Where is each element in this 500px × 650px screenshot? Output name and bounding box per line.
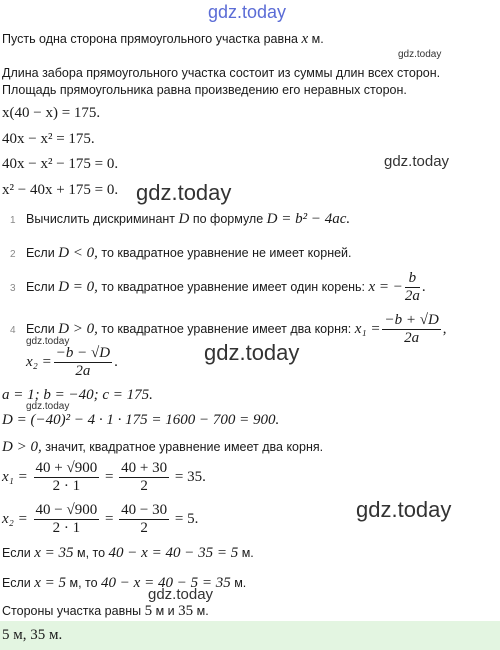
coefficients: a = 1; b = −40; c = 175. <box>2 387 153 403</box>
watermark-large-2: gdz.today <box>204 340 300 365</box>
answer-box <box>0 621 500 650</box>
watermark-small-2: gdz.today <box>26 336 70 347</box>
check-1: Если x = 35 м, то 40 − x = 40 − 35 = 5 м. <box>2 545 254 561</box>
watermark-small-1: gdz.today <box>398 49 442 60</box>
discriminant: D = (−40)² − 4 · 1 · 175 = 1600 − 700 = 900. <box>2 412 280 428</box>
step-4-x1-fraction: $\frac{-b + √D}{2a}$ <box>384 312 439 347</box>
watermark-top: gdz.today <box>208 2 287 22</box>
intro-line-3: Площадь прямоугольника равна произведению его неравных сторон. <box>2 83 407 97</box>
root-x2-fraction-2: $\frac{40 - 30}{2}$ <box>121 502 168 537</box>
watermark-large-1: gdz.today <box>136 180 232 205</box>
root-x1-fraction-2: $\frac{40 + 30}{2}$ <box>121 460 168 495</box>
step-3-number: 3 <box>10 283 16 295</box>
answer-text: 5 м, 35 м. <box>2 627 63 643</box>
step-1: 1 Вычислить дискриминант D по формуле D = b² − 4ac. <box>10 211 351 227</box>
intro-line-1: Пусть одна сторона прямоугольного участка равна x м. <box>2 31 324 47</box>
equation-4: x² − 40x + 175 = 0. <box>2 182 119 198</box>
watermark-medium-1: gdz.today <box>384 153 450 170</box>
intro-line-2: Длина забора прямоугольного участка состоит из суммы длин всех сторон. <box>2 66 441 80</box>
equation-2: 40x − x² = 175. <box>2 131 95 147</box>
watermark-medium-2: gdz.today <box>148 586 214 603</box>
root-x2: x₂ = $\frac{40 - √900}{2 \cdot 1}$ = $\frac{40 - 30}{2}$ = 5. <box>2 502 199 537</box>
check-2: Если x = 5 м, то 40 − x = 40 − 5 = 35 м. <box>2 575 247 591</box>
step-4-x2: x₂ = $\frac{-b - √D}{2a}$ . <box>26 345 118 380</box>
sides-conclusion: Стороны участка равны 5 м и 35 м. <box>2 603 209 619</box>
equation-3: 40x − x² − 175 = 0. <box>2 156 119 172</box>
step-4-x2-fraction: $\frac{-b - √D}{2a}$ <box>55 345 111 380</box>
watermark-small-3: gdz.today <box>26 401 70 412</box>
root-x1: x₁ = $\frac{40 + √900}{2 \cdot 1}$ = $\frac{40 + 30}{2}$ = 35. <box>2 460 206 495</box>
step-3-fraction: $\frac{b}{2a}$ <box>404 270 420 305</box>
watermark-large-3: gdz.today <box>356 497 452 522</box>
step-1-number: 1 <box>10 215 16 226</box>
root-x1-fraction-1: $\frac{40 + √900}{2 \cdot 1}$ <box>35 460 98 495</box>
step-4-number: 4 <box>10 325 16 337</box>
step-3: 3 Если D = 0, то квадратное уравнение имеет один корень: x = − $\frac{b}{2a}$ . <box>10 270 426 305</box>
step-2: 2 Если D < 0, то квадратное уравнение не имеет корней. <box>10 245 352 261</box>
discriminant-conclusion: D > 0, значит, квадратное уравнение имеет два корня. <box>2 439 324 455</box>
step-2-number: 2 <box>10 249 16 260</box>
root-x2-fraction-1: $\frac{40 - √900}{2 \cdot 1}$ <box>35 502 98 537</box>
step-4: 4 Если D > 0, то квадратное уравнение имеет два корня: x₁ = $\frac{-b + √D}{2a}$ , <box>10 312 447 347</box>
equation-1: x(40 − x) = 175. <box>2 105 101 121</box>
